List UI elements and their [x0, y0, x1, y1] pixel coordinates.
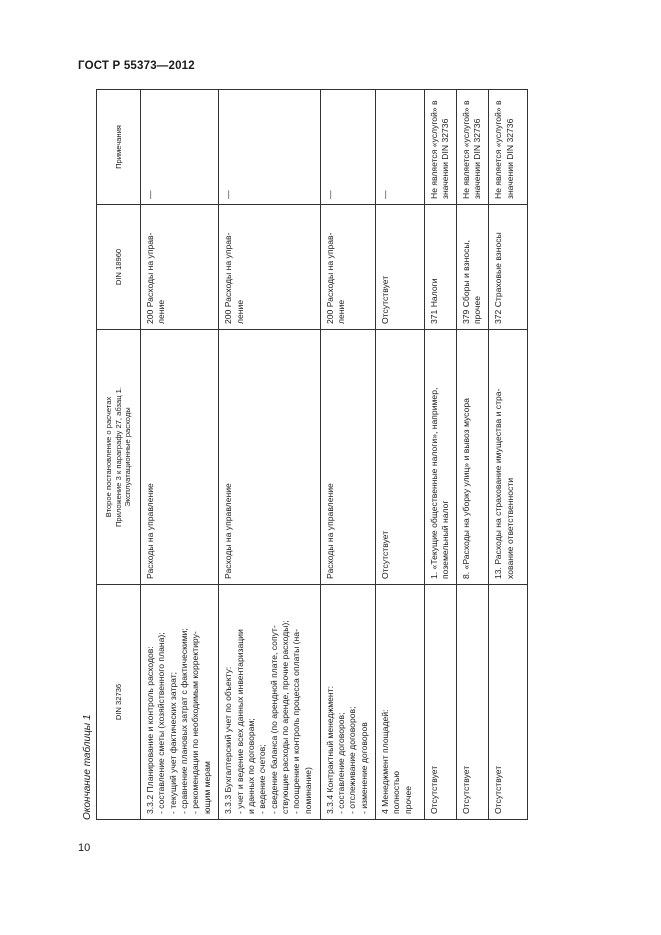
- cell-line: значении DIN 32736: [472, 118, 483, 199]
- cell-line: Расходы на управление: [145, 483, 155, 579]
- cell-line: - составление сметы (хозяйственного плана);: [156, 632, 167, 814]
- cell-line: Приложение 3 к параграфу 27, абзац 1.: [113, 386, 123, 528]
- cell-line: Второе постановление о расчетах: [104, 396, 114, 518]
- cell-line: 8. «Расходы на уборку улиц» и вывоз мусора: [460, 398, 471, 579]
- table-row: [219, 90, 320, 820]
- din-32736-cell: [456, 585, 489, 820]
- cell-line: 13. Расходы на страхование имущества и стра-: [493, 388, 504, 579]
- din-18960-cell: [320, 205, 375, 330]
- cell-line: DIN 18960: [113, 248, 123, 286]
- cell-line: прочее: [402, 785, 413, 814]
- cell-line: 200 Расходы на управ-: [324, 232, 335, 324]
- cell-line: 379 Сборы и взносы,: [460, 240, 471, 324]
- cell-line: —: [324, 190, 335, 199]
- din-32736-cell: [375, 585, 424, 820]
- cell-line: прочее: [472, 295, 483, 324]
- cell-line: - отслеживание договоров;: [347, 706, 358, 814]
- table-row: [320, 90, 375, 820]
- table-row: [456, 90, 489, 820]
- table-row: [424, 90, 456, 820]
- cell-line: 372 Страховые взносы: [493, 232, 504, 324]
- cell-line: DIN 32736: [113, 683, 123, 721]
- din-32736-cell: [489, 585, 528, 820]
- cell-line: —: [145, 190, 155, 199]
- cell-line: - ведение счетов;: [257, 744, 268, 814]
- main-table: [96, 89, 528, 820]
- cell-line: Примечания: [113, 125, 123, 169]
- cell-line: - учет и ведение всех данных инвентаризации: [234, 629, 245, 814]
- notes-cell: [424, 90, 456, 205]
- cell-line: ление: [156, 299, 167, 324]
- din-32736-cell: [219, 585, 320, 820]
- header-notes: [97, 90, 141, 205]
- cell-line: ствующие расходы по аренде, прочие расходы);: [280, 620, 291, 814]
- notes-cell: [456, 90, 489, 205]
- cell-line: 3.3.2 Планирование и контроль расходов:: [145, 646, 155, 814]
- cell-line: Эксплуатационные расходы: [123, 407, 133, 507]
- regulation-cell: [456, 330, 489, 585]
- cell-line: - рекомендации по необходимым корректиру-: [190, 631, 201, 814]
- notes-cell: [219, 90, 320, 205]
- din-18960-cell: [456, 205, 489, 330]
- cell-line: Отсутствует: [428, 765, 439, 814]
- din-32736-cell: [424, 585, 456, 820]
- table-header-row: [97, 90, 141, 820]
- cell-line: 3.3.4 Контрактный менеджмент:: [324, 686, 335, 814]
- cell-line: поминание): [302, 767, 313, 814]
- cell-line: - составление договоров;: [335, 712, 346, 814]
- rotated-table-container: [64, 90, 534, 820]
- cell-line: Отсутствует: [493, 765, 504, 814]
- cell-line: ющим мерам: [201, 761, 212, 814]
- cell-line: значении DIN 32736: [439, 118, 450, 199]
- header-din-32736: [97, 585, 141, 820]
- table-row: [489, 90, 528, 820]
- cell-line: 3.3.3 Бухгалтерский учет по объекту:: [223, 666, 234, 814]
- din-32736-cell: [320, 585, 375, 820]
- cell-line: 200 Расходы на управ-: [223, 232, 234, 324]
- cell-line: хование ответственности: [504, 477, 515, 579]
- din-32736-cell: [141, 585, 219, 820]
- notes-cell: [489, 90, 528, 205]
- regulation-cell: [320, 330, 375, 585]
- document-header: ГОСТ Р 55373—2012: [78, 60, 195, 72]
- din-18960-cell: [375, 205, 424, 330]
- notes-cell: [375, 90, 424, 205]
- cell-line: - поощрение и контроль процесса оплаты (на-: [291, 629, 302, 814]
- table-row: [375, 90, 424, 820]
- cell-line: полностью: [391, 771, 402, 814]
- cell-line: поземельный налог: [439, 500, 450, 579]
- din-18960-cell: [424, 205, 456, 330]
- header-din-18960: [97, 205, 141, 330]
- cell-line: 371 Налоги: [428, 278, 439, 324]
- cell-line: Отсутствует: [379, 530, 390, 579]
- cell-line: Расходы на управление: [324, 483, 335, 579]
- cell-line: - сравнение плановых затрат с фактическими;: [179, 628, 190, 814]
- regulation-cell: [424, 330, 456, 585]
- cell-line: 1. «Текущие общественные налоги», например,: [428, 387, 439, 579]
- cell-line: - сведение баланса (по арендной плате, сопут-: [268, 625, 279, 814]
- cell-line: Расходы на управление: [223, 483, 234, 579]
- cell-line: Отсутствует: [460, 765, 471, 814]
- notes-cell: [320, 90, 375, 205]
- din-18960-cell: [489, 205, 528, 330]
- table-row: [141, 90, 219, 820]
- cell-line: 4 Менеджмент площадей:: [379, 709, 390, 814]
- cell-line: Не является «услугой» в: [493, 100, 504, 199]
- table-caption: Окончание таблицы 1: [82, 714, 93, 820]
- cell-line: Не является «услугой» в: [460, 100, 471, 199]
- cell-line: —: [223, 190, 234, 199]
- cell-line: Отсутствует: [379, 275, 390, 324]
- cell-line: значении DIN 32736: [504, 118, 515, 199]
- cell-line: - текущий учет фактических затрат;: [167, 671, 178, 814]
- page-number: 10: [78, 842, 91, 854]
- regulation-cell: [375, 330, 424, 585]
- header-second-regulation: [97, 330, 141, 585]
- cell-line: —: [379, 190, 390, 199]
- cell-line: и данных по договорам;: [245, 718, 256, 814]
- cell-line: ление: [234, 299, 245, 324]
- cell-line: - изменение договоров: [358, 722, 369, 814]
- regulation-cell: [141, 330, 219, 585]
- regulation-cell: [219, 330, 320, 585]
- regulation-cell: [489, 330, 528, 585]
- notes-cell: [141, 90, 219, 205]
- din-18960-cell: [141, 205, 219, 330]
- cell-line: 200 Расходы на управ-: [145, 232, 155, 324]
- din-18960-cell: [219, 205, 320, 330]
- cell-line: ление: [335, 299, 346, 324]
- cell-line: Не является «услугой» в: [428, 100, 439, 199]
